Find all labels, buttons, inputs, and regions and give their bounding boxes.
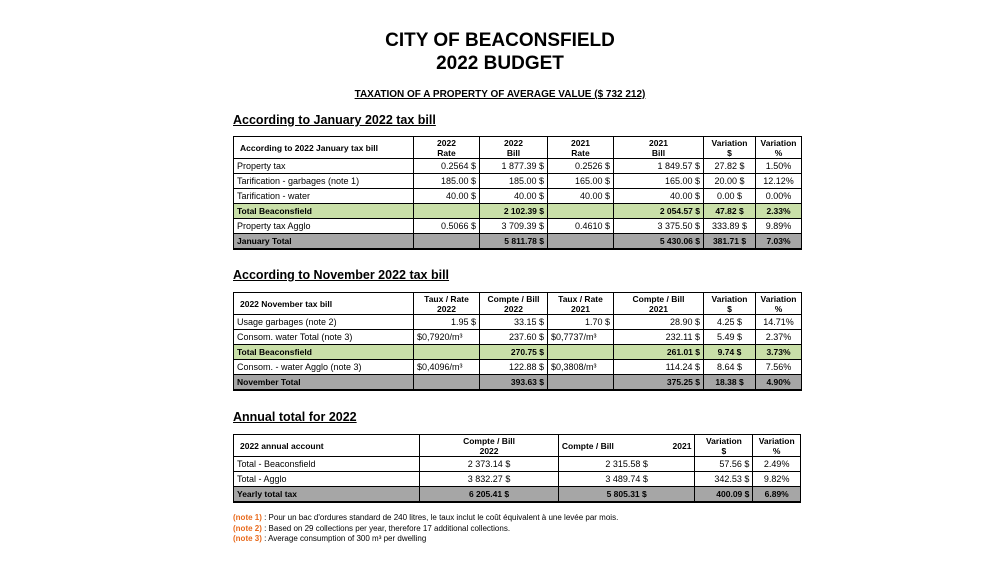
table-cell bbox=[548, 234, 614, 250]
table-cell: 40.00 $ bbox=[614, 189, 704, 204]
column-header: According to 2022 January tax bill bbox=[234, 137, 414, 159]
footnote: (note 2) : Based on 29 collections per year, therefore 17 additional collections. bbox=[233, 523, 511, 533]
table-cell: 3.73% bbox=[756, 345, 802, 360]
column-header: Compte / Bill 2022 bbox=[420, 435, 559, 457]
november-tax-table bbox=[233, 292, 802, 391]
table-row bbox=[234, 330, 802, 345]
table-cell: 185.00 $ bbox=[414, 174, 480, 189]
table-cell: 7.03% bbox=[756, 234, 802, 250]
column-header: 2021 bbox=[631, 435, 695, 457]
column-header: Compte / Bill bbox=[558, 435, 630, 457]
header-row bbox=[234, 435, 801, 457]
table-cell: 2.37% bbox=[756, 330, 802, 345]
table-cell: 7.56% bbox=[756, 360, 802, 375]
grand-total-row bbox=[234, 487, 801, 503]
table-cell: November Total bbox=[234, 375, 414, 391]
column-header: 2021 Rate bbox=[548, 137, 614, 159]
table-cell: 1.50% bbox=[756, 159, 802, 174]
january-section-heading: According to January 2022 tax bill bbox=[233, 113, 436, 127]
table-cell: 165.00 $ bbox=[614, 174, 704, 189]
table-cell: 0.4610 $ bbox=[548, 219, 614, 234]
column-header: Variation $ bbox=[704, 137, 756, 159]
header-row bbox=[234, 137, 802, 159]
table-cell: $0,7737/m³ bbox=[548, 330, 614, 345]
table-cell: 14.71% bbox=[756, 315, 802, 330]
table-cell: 3 709.39 $ bbox=[480, 219, 548, 234]
table-cell: 5 805.31 $ bbox=[558, 487, 695, 503]
annual-total-table bbox=[233, 434, 801, 503]
column-header: Taux / Rate 2021 bbox=[548, 293, 614, 315]
table-cell: 6 205.41 $ bbox=[420, 487, 559, 503]
header-row bbox=[234, 293, 802, 315]
table-cell: 5 811.78 $ bbox=[480, 234, 548, 250]
table-cell: 3 832.27 $ bbox=[420, 472, 559, 487]
november-section-heading: According to November 2022 tax bill bbox=[233, 268, 450, 282]
table-cell: 375.25 $ bbox=[614, 375, 704, 391]
table-cell: 122.88 $ bbox=[480, 360, 548, 375]
table-cell: $0,3808/m³ bbox=[548, 360, 614, 375]
table-cell: 2 054.57 $ bbox=[614, 204, 704, 219]
table-cell: 2 315.58 $ bbox=[558, 457, 695, 472]
table-cell: 2.49% bbox=[753, 457, 801, 472]
table-cell: 0.00 $ bbox=[704, 189, 756, 204]
column-header: Taux / Rate 2022 bbox=[414, 293, 480, 315]
table-cell: 9.74 $ bbox=[704, 345, 756, 360]
grand-total-row bbox=[234, 375, 802, 391]
table-cell: Consom. water Total (note 3) bbox=[234, 330, 414, 345]
annual-section-heading: Annual total for 2022 bbox=[233, 410, 357, 424]
table-cell bbox=[414, 345, 480, 360]
table-cell: 9.89% bbox=[756, 219, 802, 234]
table-cell: $0,7920/m³ bbox=[414, 330, 480, 345]
column-header: Variation $ bbox=[695, 435, 753, 457]
table-cell: January Total bbox=[234, 234, 414, 250]
table-cell: 28.90 $ bbox=[614, 315, 704, 330]
table-cell: 381.71 $ bbox=[704, 234, 756, 250]
column-header: Variation % bbox=[753, 435, 801, 457]
total-row bbox=[234, 204, 802, 219]
table-cell: 185.00 $ bbox=[480, 174, 548, 189]
table-cell: 2 373.14 $ bbox=[420, 457, 559, 472]
total-row bbox=[234, 345, 802, 360]
footnotes bbox=[233, 513, 618, 545]
column-header: Compte / Bill 2022 bbox=[480, 293, 548, 315]
table-cell: 57.56 $ bbox=[695, 457, 753, 472]
table-cell: 40.00 $ bbox=[480, 189, 548, 204]
table-cell: Tarification - water bbox=[234, 189, 414, 204]
table-cell bbox=[548, 345, 614, 360]
table-cell: Total Beaconsfield bbox=[234, 204, 414, 219]
table-cell: Property tax bbox=[234, 159, 414, 174]
table-cell: 261.01 $ bbox=[614, 345, 704, 360]
table-cell: 5 430.06 $ bbox=[614, 234, 704, 250]
table-cell: 6.89% bbox=[753, 487, 801, 503]
table-row bbox=[234, 315, 802, 330]
table-cell: 1.95 $ bbox=[414, 315, 480, 330]
table-cell: 393.63 $ bbox=[480, 375, 548, 391]
table-row bbox=[234, 189, 802, 204]
agglo-row bbox=[234, 360, 802, 375]
table-row bbox=[234, 472, 801, 487]
footnote: (note 3) : Average consumption of 300 m³ per dwelling bbox=[233, 534, 427, 543]
table-cell: 270.75 $ bbox=[480, 345, 548, 360]
table-cell: 40.00 $ bbox=[548, 189, 614, 204]
table-cell: Property tax Agglo bbox=[234, 219, 414, 234]
table-cell bbox=[548, 375, 614, 391]
column-header: Compte / Bill 2021 bbox=[614, 293, 704, 315]
table-cell: 4.25 $ bbox=[704, 315, 756, 330]
table-row bbox=[234, 159, 802, 174]
table-cell: 9.82% bbox=[753, 472, 801, 487]
grand-total-row bbox=[234, 234, 802, 250]
column-header: Variation % bbox=[756, 137, 802, 159]
column-header: 2022 Bill bbox=[480, 137, 548, 159]
column-header: 2022 annual account bbox=[234, 435, 420, 457]
table-cell: 0.2526 $ bbox=[548, 159, 614, 174]
table-cell bbox=[414, 234, 480, 250]
january-tax-table bbox=[233, 136, 802, 250]
table-cell: 8.64 $ bbox=[704, 360, 756, 375]
table-cell: 1 849.57 $ bbox=[614, 159, 704, 174]
table-cell: 400.09 $ bbox=[695, 487, 753, 503]
table-cell: 18.38 $ bbox=[704, 375, 756, 391]
column-header: Variation % bbox=[756, 293, 802, 315]
table-cell: 47.82 $ bbox=[704, 204, 756, 219]
table-cell: 114.24 $ bbox=[614, 360, 704, 375]
table-cell: 0.2564 $ bbox=[414, 159, 480, 174]
table-cell: Tarification - garbages (note 1) bbox=[234, 174, 414, 189]
table-cell: 20.00 $ bbox=[704, 174, 756, 189]
table-cell bbox=[414, 375, 480, 391]
table-cell: 0.5066 $ bbox=[414, 219, 480, 234]
table-cell: 27.82 $ bbox=[704, 159, 756, 174]
table-cell: Total - Agglo bbox=[234, 472, 420, 487]
table-cell: Yearly total tax bbox=[234, 487, 420, 503]
table-cell: 2 102.39 $ bbox=[480, 204, 548, 219]
table-cell: 165.00 $ bbox=[548, 174, 614, 189]
agglo-row bbox=[234, 219, 802, 234]
table-cell bbox=[548, 204, 614, 219]
page-subtitle-year: 2022 BUDGET bbox=[436, 53, 564, 74]
page-title: CITY OF BEACONSFIELD bbox=[385, 30, 615, 51]
table-cell: 5.49 $ bbox=[704, 330, 756, 345]
column-header: 2022 Rate bbox=[414, 137, 480, 159]
table-cell: 3 489.74 $ bbox=[558, 472, 695, 487]
table-cell: 2.33% bbox=[756, 204, 802, 219]
column-header: Variation $ bbox=[704, 293, 756, 315]
footnote: (note 1) : Pour un bac d'ordures standard de 240 litres, le taux inclut le coût équivalent à une levée par mois. bbox=[233, 513, 619, 522]
table-cell: 1.70 $ bbox=[548, 315, 614, 330]
table-cell: 342.53 $ bbox=[695, 472, 753, 487]
table-cell: 40.00 $ bbox=[414, 189, 480, 204]
table-cell: Total Beaconsfield bbox=[234, 345, 414, 360]
table-cell: Total - Beaconsfield bbox=[234, 457, 420, 472]
table-cell: 12.12% bbox=[756, 174, 802, 189]
table-cell: 4.90% bbox=[756, 375, 802, 391]
table-cell: 33.15 $ bbox=[480, 315, 548, 330]
table-cell: 0.00% bbox=[756, 189, 802, 204]
column-header: 2021 Bill bbox=[614, 137, 704, 159]
table-cell: 1 877.39 $ bbox=[480, 159, 548, 174]
table-cell: 237.60 $ bbox=[480, 330, 548, 345]
column-header: 2022 November tax bill bbox=[234, 293, 414, 315]
table-cell: 333.89 $ bbox=[704, 219, 756, 234]
taxation-subtitle: TAXATION OF A PROPERTY OF AVERAGE VALUE ($ 732 212) bbox=[354, 89, 646, 100]
table-row bbox=[234, 457, 801, 472]
table-row bbox=[234, 174, 802, 189]
table-cell: 232.11 $ bbox=[614, 330, 704, 345]
table-cell: Consom. - water Agglo (note 3) bbox=[234, 360, 414, 375]
table-cell: 3 375.50 $ bbox=[614, 219, 704, 234]
table-cell: Usage garbages (note 2) bbox=[234, 315, 414, 330]
table-cell: $0,4096/m³ bbox=[414, 360, 480, 375]
table-cell bbox=[414, 204, 480, 219]
